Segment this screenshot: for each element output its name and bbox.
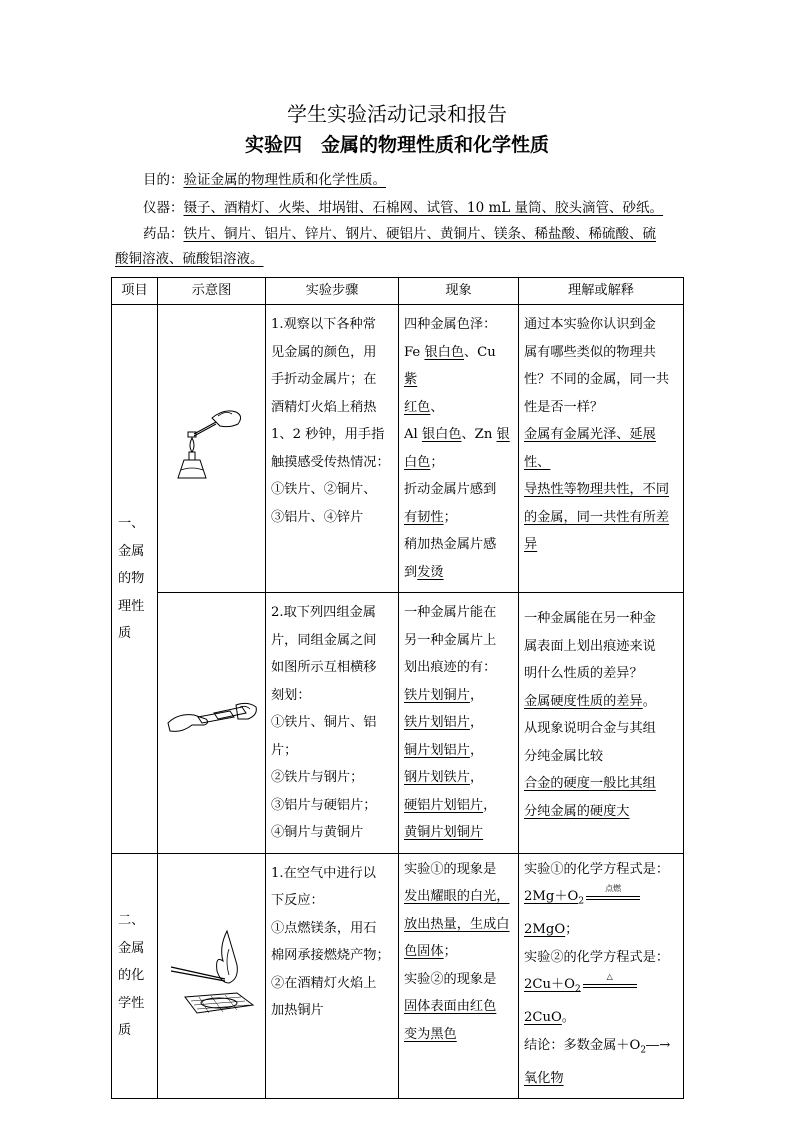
- phenomena-cell-1: [399, 305, 519, 593]
- steps-cell-1: [266, 305, 399, 593]
- explanation-answer: 异: [524, 537, 538, 552]
- explanation-cell-2: [519, 593, 684, 854]
- magnesium-burning-illustration: [167, 921, 257, 1021]
- explanation-text: 实验①的化学方程式是：: [524, 861, 670, 877]
- step-text: ③铝片与硬铝片；: [271, 797, 377, 813]
- project-text: 质: [118, 626, 132, 641]
- project-cell-physical: [112, 305, 158, 854]
- table-row: [112, 593, 684, 854]
- steps-cell-2: [266, 593, 399, 854]
- page-title: 学生实验活动记录和报告: [287, 102, 507, 126]
- purpose-label: 目的：: [143, 172, 184, 188]
- project-text: 的物: [118, 571, 145, 586]
- step-text: 片，同组金属之间: [271, 632, 377, 648]
- phenomenon-text: Al 银白色、Zn 银: [404, 427, 510, 442]
- phenomenon-text: Fe 银白色、Cu 紫: [404, 344, 496, 387]
- reagents-value-2: 酸铜溶液、硫酸铝溶液。: [115, 251, 264, 267]
- header-diagram: 示意图: [158, 278, 266, 305]
- step-text: ①点燃镁条，用石: [271, 920, 377, 936]
- step-text: 1.观察以下各种常: [271, 317, 376, 332]
- step-text: 下反应：: [271, 893, 324, 908]
- header-phenomena: 现象: [399, 278, 519, 305]
- project-text: 学性: [118, 995, 145, 1011]
- phenomenon-text: 四种金属色泽：: [404, 317, 497, 332]
- explanation-cell-1: [519, 305, 684, 593]
- experiment-title: 实验四 金属的物理性质和化学性质: [244, 134, 549, 156]
- phenomenon-text: 放出热量，生成白: [404, 916, 510, 932]
- step-text: ④铜片与黄铜片: [271, 825, 364, 840]
- step-text: 如图所示互相横移: [271, 660, 377, 675]
- steps-cell-3: [266, 853, 399, 1099]
- step-text: ①铁片、铜片、铝: [271, 715, 377, 730]
- header-explanation: 理解或解释: [519, 278, 684, 305]
- phenomenon-text: 黄铜片划铜片: [404, 825, 484, 840]
- reaction-arrow: △: [581, 978, 639, 992]
- diagram-heating: [158, 305, 266, 593]
- phenomenon-text: 红色、: [404, 399, 444, 415]
- diagram-scratching: [158, 593, 266, 854]
- phenomenon-text: 铁片划铝片，: [404, 715, 484, 730]
- header-steps: 实验步骤: [266, 278, 399, 305]
- diagram-burning: [158, 853, 266, 1099]
- phenomenon-text: 铁片划铜片，: [404, 687, 484, 703]
- step-text: 手折动金属片；在: [271, 372, 377, 387]
- step-text: 酒精灯火焰上稍热: [271, 399, 377, 415]
- phenomenon-text: 钢片划铁片，: [404, 770, 484, 785]
- phenomenon-text: 有韧性；: [404, 509, 457, 525]
- phenomenon-text: 一种金属片能在: [404, 605, 497, 620]
- phenomenon-text: 色固体；: [404, 944, 457, 959]
- explanation-question: 属表面上划出痕迹来说: [524, 638, 656, 654]
- step-text: 刻划：: [271, 687, 311, 703]
- table-row: [112, 853, 684, 1099]
- phenomenon-text: 固体表面由红色: [404, 999, 497, 1014]
- explanation-cell-3: [519, 853, 684, 1099]
- explanation-question: 一种金属能在另一种金: [524, 611, 656, 626]
- explanation-question: 属有哪些类似的物理共: [524, 344, 656, 360]
- explanation-question: 明什么性质的差异？: [524, 666, 643, 681]
- phenomenon-text: 铜片划铝片，: [404, 742, 484, 758]
- experiment-table: [111, 277, 684, 1099]
- phenomenon-text: 稍加热金属片感: [404, 537, 497, 552]
- project-text: 二、: [118, 913, 145, 929]
- header-project: 项目: [112, 278, 158, 305]
- table-row: [112, 305, 684, 593]
- explanation-question: 性？不同的金属，同一共: [524, 372, 670, 387]
- explanation-answer: 导热性等物理共性，不同: [524, 482, 670, 497]
- phenomenon-text: 白色；: [404, 454, 444, 470]
- instruments-value: 镊子、酒精灯、火柴、坩埚钳、石棉网、试管、10 mL 量筒、胶头滴管、砂纸。: [183, 200, 664, 216]
- table-header-row: [112, 278, 684, 305]
- explanation-answer: 的金属，同一共性有所差: [524, 509, 670, 525]
- step-text: ③铝片、④锌片: [271, 509, 364, 525]
- project-cell-chemical: [112, 853, 158, 1099]
- reaction-arrow: 点燃: [584, 890, 642, 904]
- step-text: 触摸感受传热情况：: [271, 454, 390, 470]
- phenomenon-text: 发出耀眼的白光，: [404, 889, 510, 904]
- explanation-text: 实验②的化学方程式是：: [524, 949, 670, 965]
- phenomenon-text: 另一种金属片上: [404, 632, 497, 648]
- phenomena-cell-2: [399, 593, 519, 854]
- explanation-question: 通过本实验你认识到金: [524, 317, 656, 332]
- phenomena-cell-3: [399, 853, 519, 1099]
- project-text: 质: [118, 1023, 132, 1039]
- step-text: 片；: [271, 742, 298, 758]
- reagents-value-1: 铁片、铜片、铝片、锌片、钢片、硬铝片、黄铜片、镁条、稀盐酸、稀硫酸、硫: [183, 226, 656, 242]
- conclusion-product: 氧化物: [524, 1070, 564, 1086]
- step-text: 见金属的颜色，用: [271, 344, 377, 360]
- phenomenon-text: 划出痕迹的有：: [404, 660, 497, 675]
- alcohol-lamp-heating-illustration: [172, 398, 252, 488]
- project-text: 金属: [118, 940, 145, 956]
- explanation-answer: 金属有金属光泽、延展性、: [524, 427, 656, 470]
- step-text: ②在酒精灯火焰上: [271, 975, 377, 991]
- purpose-line: [115, 168, 685, 193]
- step-text: 1、2 秒钟，用手指: [271, 427, 385, 442]
- explanation-question: 从现象说明合金与其组: [524, 721, 656, 736]
- metal-scratching-illustration: [164, 693, 260, 743]
- project-text: 的化: [118, 968, 145, 984]
- conclusion-text: 结论：多数金属$+O_2―\to$: [524, 1037, 671, 1056]
- step-text: 1.在空气中进行以: [271, 865, 376, 881]
- step-text: ①铁片、②铜片、: [271, 482, 377, 497]
- equation-mg: $2Mg+O_2$ 点燃 2MgO；: [524, 883, 678, 944]
- explanation-answer: 合金的硬度一般比其组: [524, 776, 656, 791]
- reagents-label: 药品：: [143, 226, 184, 242]
- phenomenon-text: 硬铝片划铝片，: [404, 797, 497, 813]
- explanation-answer: 分纯金属的硬度大: [524, 803, 630, 819]
- project-text: 金属: [118, 543, 145, 559]
- phenomenon-text: 到发烫: [404, 564, 444, 580]
- instruments-label: 仪器：: [143, 200, 184, 216]
- step-text: 2.取下列四组金属: [271, 605, 376, 620]
- step-text: 棉网承接燃烧产物；: [271, 948, 390, 963]
- step-text: ②铁片与钢片；: [271, 770, 364, 785]
- explanation-question: 分纯金属比较: [524, 748, 604, 764]
- instruments-line: [115, 196, 685, 221]
- project-text: 一、: [118, 516, 145, 531]
- phenomenon-text: 实验①的现象是: [404, 861, 497, 877]
- phenomenon-text: 实验②的现象是: [404, 971, 497, 987]
- reagents-line: [115, 222, 685, 272]
- equation-cu: $2Cu+O_2$ △ 2CuO。: [524, 971, 678, 1032]
- explanation-answer: 金属硬度性质的差异。: [524, 693, 656, 709]
- project-text: 理性: [118, 598, 145, 614]
- purpose-value: 验证金属的物理性质和化学性质。: [183, 172, 386, 188]
- phenomenon-text: 折动金属片感到: [404, 482, 497, 497]
- step-text: 加热铜片: [271, 1003, 324, 1018]
- phenomenon-text: 变为黑色: [404, 1026, 457, 1042]
- explanation-question: 性是否一样？: [524, 399, 604, 415]
